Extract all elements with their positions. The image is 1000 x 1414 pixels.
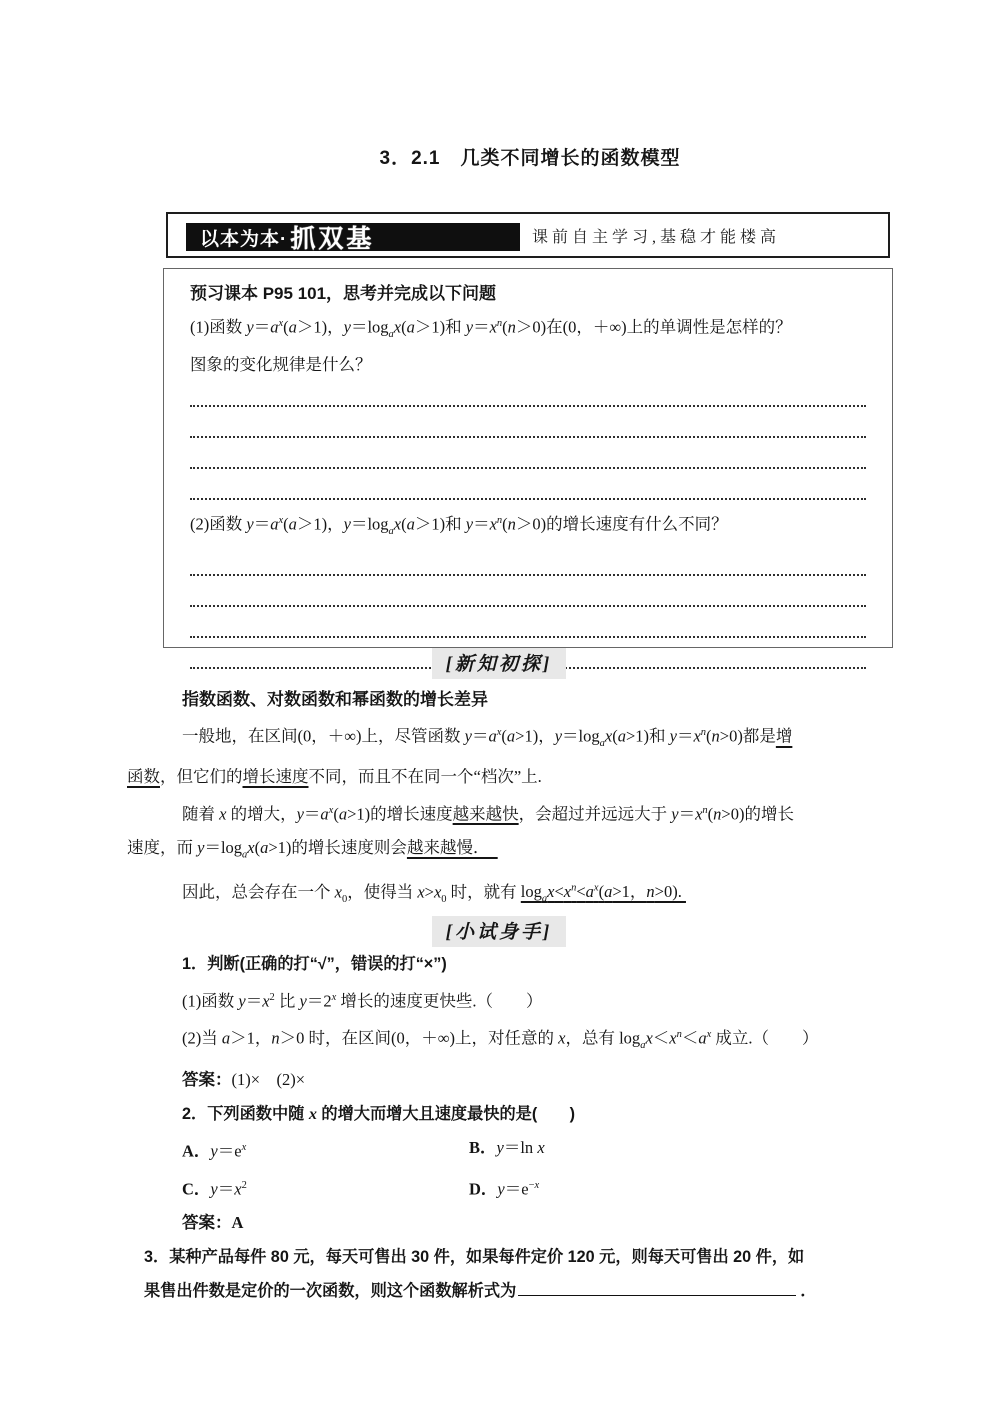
question-line: (1)函数 $y=x^2$ 比 $y=2^x$ 增长的速度更快些.（ ） <box>182 991 543 1011</box>
new-knowledge-heading: 指数函数、对数函数和幂函数的增长差异 <box>182 690 488 709</box>
answer-lines-group-1 <box>190 376 866 500</box>
banner-tagline: 课前自主学习,基稳才能楼高 <box>532 228 781 246</box>
option-item: B．y＝ln x <box>469 1138 545 1158</box>
answer-dotted-line <box>190 438 866 469</box>
answer-dotted-line <box>190 607 866 638</box>
quick-test-questions <box>127 947 871 1131</box>
paragraph-line: 函数，但它们的增长速度不同，而且不在同一个“档次”上. <box>127 767 542 787</box>
section-label-quick-test: [小试身手] <box>432 916 567 947</box>
banner-badge-prefix: 以本为本· <box>200 228 288 250</box>
main-content <box>127 648 871 1308</box>
question-3 <box>127 1240 871 1308</box>
preview-box <box>163 268 893 648</box>
preview-question-line: 图象的变化规律是什么？ <box>190 354 372 374</box>
paragraph-line: 一般地，在区间(0，＋∞)上，尽管函数 $y=a^x(a>1)$，$y=\log_ax(a>1)$和 $y=x^n(n>0)$都是增 <box>182 726 793 749</box>
preview-heading: 预习课本 P95 101，思考并完成以下问题 <box>190 284 497 303</box>
question-line: (2)当 a＞1，n＞0 时，在区间(0，＋∞)上，对任意的 x，总有 $\log_ax<x^n<a^x$ 成立.（ ） <box>182 1028 819 1052</box>
answer-dotted-line <box>190 545 866 576</box>
paragraph-line: 因此，总会存在一个 $x_0$，使得当 $x>x_0$ 时，就有 $\log_ax<x^n<a^x(a>1$，n>0). <box>182 882 686 905</box>
preview-question-line: (1)函数 $y=a^x(a>1)$，$y=\log_ax(a>1)$和 $y=x^n(n>0)$在(0，＋∞)上的单调性是怎样的？ <box>190 317 792 340</box>
quick-test-answer-2 <box>127 1206 871 1240</box>
section-banner <box>166 212 890 258</box>
question-line: 2．下列函数中随 x 的增大而增大且速度最快的是( ) <box>182 1105 575 1124</box>
answer-dotted-line <box>190 469 866 500</box>
banner-badge-emphasis: 抓双基 <box>290 225 375 253</box>
paragraph-line: 速度，而 $y=\log_ax(a>1)$的增长速度则会越来越慢． <box>127 837 498 861</box>
answer-dotted-line <box>190 407 866 438</box>
option-item: A．$y=e^x$ <box>182 1141 247 1161</box>
answer-dotted-line <box>190 576 866 607</box>
question-2-options <box>127 1131 871 1206</box>
question-line: 答案：(1)× (2)× <box>182 1070 306 1090</box>
preview-question-1 <box>190 309 866 380</box>
section-label-new-knowledge: [新知初探] <box>432 648 567 679</box>
preview-question-2: (2)函数 $y=a^x(a>1)$，$y=\log_ax(a>1)$和 $y=x^n(n>0)$的增长速度有什么不同？ <box>190 514 728 537</box>
page-title: 3．2.1 几类不同增长的函数模型 <box>379 148 681 169</box>
answer-line: 答案：A <box>182 1213 244 1233</box>
question-line: 1．判断(正确的打“√”，错误的打“×”) <box>182 954 447 973</box>
new-knowledge-paragraphs <box>127 716 871 916</box>
banner-badge <box>186 223 520 251</box>
answer-blank <box>518 1279 796 1296</box>
question-line: 果售出件数是定价的一次函数，则这个函数解析式为 ． <box>127 1274 871 1308</box>
paragraph-line: 随着 x 的增大，$y=a^x(a>1)$的增长速度越来越快，会超过并远远大于 $y=x^n(n>0)$的增长 <box>182 804 794 824</box>
option-item: D．$y=e^{-x}$ <box>469 1179 540 1199</box>
question-line: 3．某种产品每件 80 元，每天可售出 30 件，如果每件定价 120 元，则每天可售出 20 件，如 <box>144 1248 805 1267</box>
answer-dotted-line <box>190 376 866 407</box>
option-item: C．$y=x^2$ <box>182 1179 247 1199</box>
